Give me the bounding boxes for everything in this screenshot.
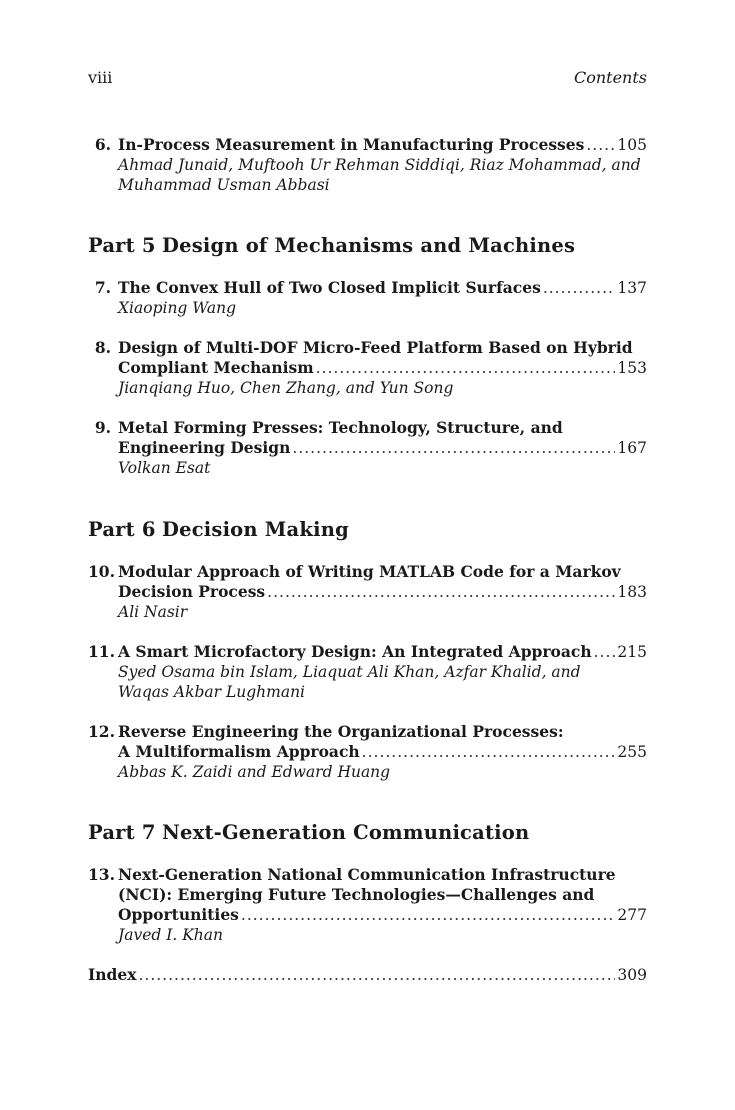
chapter-number: 7. — [94, 278, 111, 297]
chapter-title-cont: Opportunities — [118, 905, 239, 924]
toc-entry-11[interactable] — [88, 642, 647, 702]
toc-entry-9[interactable] — [88, 418, 647, 478]
running-head: Contents — [573, 68, 647, 87]
part-title: Next-Generation Communication — [162, 821, 530, 844]
chapter-authors: Xiaoping Wang — [118, 299, 237, 317]
running-header — [88, 68, 647, 88]
page-number: 215 — [617, 643, 647, 661]
chapter-authors: Jianqiang Huo, Chen Zhang, and Yun Song — [118, 379, 454, 397]
chapter-title: Reverse Engineering the Organizational Processes: — [118, 722, 564, 741]
dot-leader — [292, 438, 615, 458]
chapter-title-cont: Compliant Mechanism — [118, 358, 314, 377]
part-title: Decision Making — [162, 518, 349, 541]
chapter-title: Next-Generation National Communication Infrastructure — [118, 865, 616, 884]
chapter-title: In-Process Measurement in Manufacturing Processes — [118, 135, 585, 154]
chapter-authors: Muhammad Usman Abbasi — [118, 176, 330, 194]
chapter-title: Modular Approach of Writing MATLAB Code for a Markov — [118, 562, 621, 581]
chapter-authors: Waqas Akbar Lughmani — [118, 683, 306, 701]
index-label: Index — [88, 965, 137, 984]
chapter-title-cont: A Multiformalism Approach — [118, 742, 360, 761]
dot-leader — [543, 278, 616, 298]
toc-entry-6[interactable] — [88, 135, 647, 195]
page-number: 153 — [617, 359, 647, 377]
chapter-number: 10. — [88, 562, 115, 581]
dot-leader — [594, 642, 616, 662]
dot-leader — [267, 582, 615, 602]
page-number: 183 — [617, 583, 647, 601]
part-title: Design of Mechanisms and Machines — [162, 234, 576, 257]
chapter-title-cont: Engineering Design — [118, 438, 291, 457]
toc-entry-8[interactable] — [88, 338, 647, 398]
chapter-authors: Volkan Esat — [118, 459, 211, 477]
chapter-title: The Convex Hull of Two Closed Implicit Surfaces — [118, 278, 541, 297]
dot-leader — [316, 358, 616, 378]
part-label: Part 6 — [88, 518, 156, 541]
page-number: 277 — [617, 906, 647, 924]
toc-entry-13[interactable] — [88, 865, 647, 945]
part-label: Part 7 — [88, 821, 156, 844]
page-number: 105 — [617, 136, 647, 154]
chapter-authors: Javed I. Khan — [118, 926, 223, 944]
chapter-authors: Ahmad Junaid, Muftooh Ur Rehman Siddiqi, Riaz Mohammad, and — [118, 156, 641, 174]
dot-leader — [362, 742, 616, 762]
chapter-number: 9. — [94, 418, 111, 437]
toc-entry-10[interactable] — [88, 562, 647, 622]
chapter-title: Design of Multi-DOF Micro-Feed Platform Based on Hybrid — [118, 338, 633, 357]
part-heading-5 — [88, 234, 575, 258]
page-number: 137 — [617, 279, 647, 297]
chapter-title: A Smart Microfactory Design: An Integrated Approach — [118, 642, 592, 661]
toc-entry-7[interactable] — [88, 278, 647, 318]
toc-entry-12[interactable] — [88, 722, 647, 782]
chapter-title: Metal Forming Presses: Technology, Structure, and — [118, 418, 563, 437]
part-heading-7 — [88, 821, 529, 845]
chapter-number: 6. — [94, 135, 111, 154]
chapter-authors: Syed Osama bin Islam, Liaquat Ali Khan, Azfar Khalid, and — [118, 663, 581, 681]
dot-leader — [138, 965, 615, 985]
page-number: 167 — [617, 439, 647, 457]
chapter-number: 8. — [94, 338, 111, 357]
toc-entry-index[interactable] — [88, 965, 647, 985]
part-heading-6 — [88, 518, 349, 542]
page-number: 309 — [617, 966, 647, 984]
chapter-title-cont: Decision Process — [118, 582, 266, 601]
chapter-authors: Ali Nasir — [118, 603, 188, 621]
page-number: 255 — [617, 743, 647, 761]
dot-leader — [241, 905, 616, 925]
chapter-number: 12. — [88, 722, 115, 741]
dot-leader — [586, 135, 615, 155]
chapter-title-cont: (NCI): Emerging Future Technologies—Challenges and — [118, 885, 595, 904]
chapter-authors: Abbas K. Zaidi and Edward Huang — [118, 763, 391, 781]
part-label: Part 5 — [88, 234, 156, 257]
chapter-number: 11. — [88, 642, 115, 661]
folio: viii — [88, 68, 113, 87]
chapter-number: 13. — [88, 865, 115, 884]
